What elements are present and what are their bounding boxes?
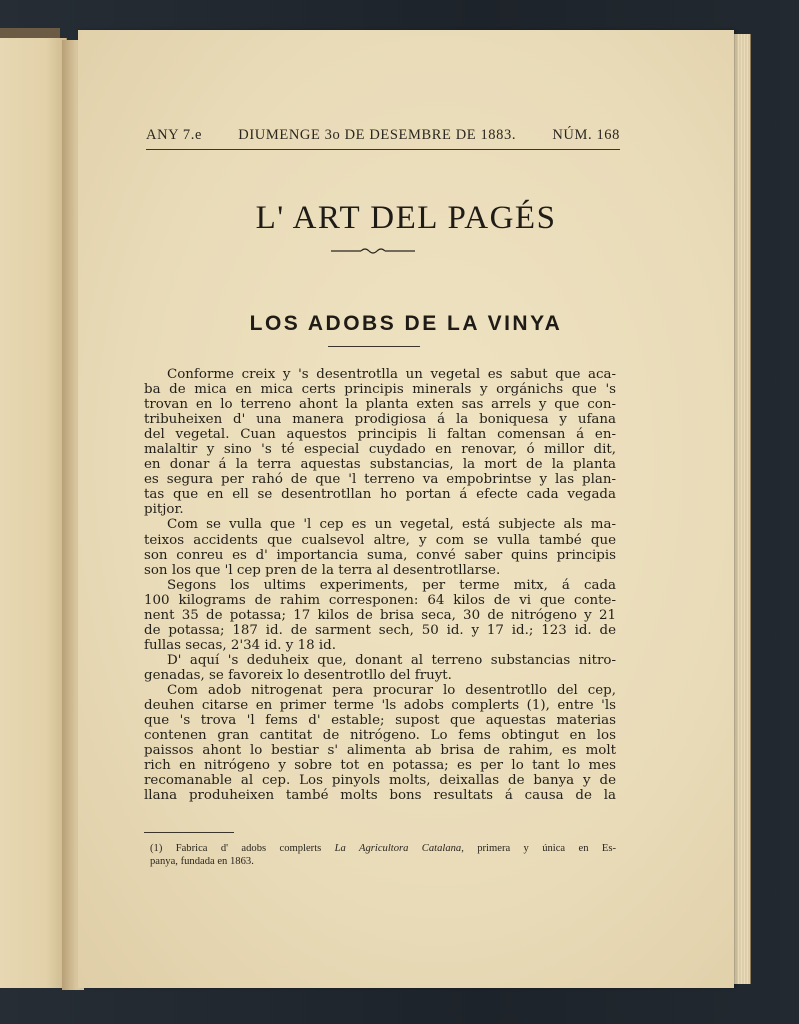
footnote-text: , primera y única en Es- (461, 843, 616, 854)
text-line: Com adob nitrogenat pera procurar lo desentrotllo del cep, (167, 682, 616, 698)
ornament-divider (331, 246, 415, 256)
footnote-line (150, 842, 616, 855)
issue-number: NÚM. 168 (552, 127, 620, 143)
footnote (150, 842, 616, 868)
heading-rule (328, 346, 420, 347)
text-line: contenen gran cantitat de nitrógeno. Lo fems obtingut en los (144, 728, 616, 744)
left-page (0, 38, 67, 988)
text-line: fullas secas, 2'34 id. y 18 id. (144, 637, 337, 653)
text-line: Com se vulla que 'l cep es un vegetal, está subjecte als ma- (167, 517, 616, 533)
text-line: en donar á la terra aquestas substancias, la mort de la planta (144, 457, 616, 473)
footnote-rule (144, 832, 234, 833)
header-rule (146, 149, 620, 150)
footnote-company-name: La Agricultora Catalana (334, 843, 462, 854)
text-line: Conforme creix y 's desentrotlla un vegetal es sabut que aca- (167, 367, 616, 382)
text-line: tas que en ell se desentrotllan ho portan á efecte cada vegada (144, 487, 616, 503)
text-line: son los que 'l cep pren de la terra al desentrotllarse. (144, 562, 501, 578)
text-line: Segons los ultims experiments, per terme mitx, á cada (167, 577, 616, 593)
article-body (144, 367, 616, 803)
volume-label: ANY 7.e (146, 127, 203, 143)
running-head (146, 127, 620, 144)
text-line: tribuheixen d' una manera prodigiosa á la boniquesa y ufana (144, 412, 616, 428)
text-line: deuhen citarse en primer terme 'ls adobs complerts (1), entre 'ls (144, 698, 616, 714)
text-line: del vegetal. Cuan aquestos principis li faltan comensan á en- (144, 427, 616, 443)
text-line: ba de mica en mica certs principis minerals y orgánichs que 's (144, 382, 616, 398)
text-line: recomanable al cep. Los pinyols molts, deixallas de banya y de (144, 773, 616, 789)
text-line: nent 35 de potassa; 17 kilos de brisa seca, 30 de nitrógeno y 21 (144, 607, 616, 623)
text-line: llana produheixen també molts bons resultats á causa de la (144, 788, 616, 804)
text-line: malaltir y sino 's té especial cuydado en renovar, ó millor dit, (144, 442, 616, 458)
newspaper-page (78, 30, 734, 988)
text-line: 100 kilograms de rahim corresponen: 64 kilos de vi que conte- (144, 592, 616, 608)
text-line: pitjor. (144, 502, 184, 518)
footnote-line: panya, fundada en 1863. (150, 856, 254, 867)
issue-date: DIUMENGE 3o DE DESEMBRE DE 1883. (238, 127, 517, 143)
article-heading: LOS ADOBS DE LA VINYA (249, 312, 563, 335)
text-line: teixos accidents que cualsevol altre, y com se vulla també que (144, 532, 616, 548)
text-line: genadas, se favoreix lo desentrotllo del fruyt. (144, 667, 452, 683)
text-line: D' aquí 's deduheix que, donant al terreno substancias nitro- (167, 652, 616, 668)
text-line: trovan en lo terreno ahont la planta exten sas arrels y que con- (144, 397, 616, 413)
text-line: de potassa; 187 id. de sarment sech, 50 id. y 17 id.; 123 id. de (144, 622, 616, 638)
text-line: rich en nitrógeno y sobre tot en potassa; es per lo tant lo mes (144, 758, 616, 774)
text-line: que 's trova 'l fems d' estable; supost que aquestas materias (144, 713, 616, 729)
text-line: paissos ahont lo bestiar s' alimenta ab brisa de rahim, es molt (144, 743, 616, 759)
text-line: son conreu es d' importancia suma, convé saber quins principis (144, 547, 616, 563)
footnote-text: (1) Fabrica d' adobs complerts (150, 843, 335, 854)
masthead-title: L' ART DEL PAGÉS (255, 200, 557, 236)
text-line: es segura per rahó de que 'l terreno va empobrintse y las plan- (144, 472, 616, 488)
